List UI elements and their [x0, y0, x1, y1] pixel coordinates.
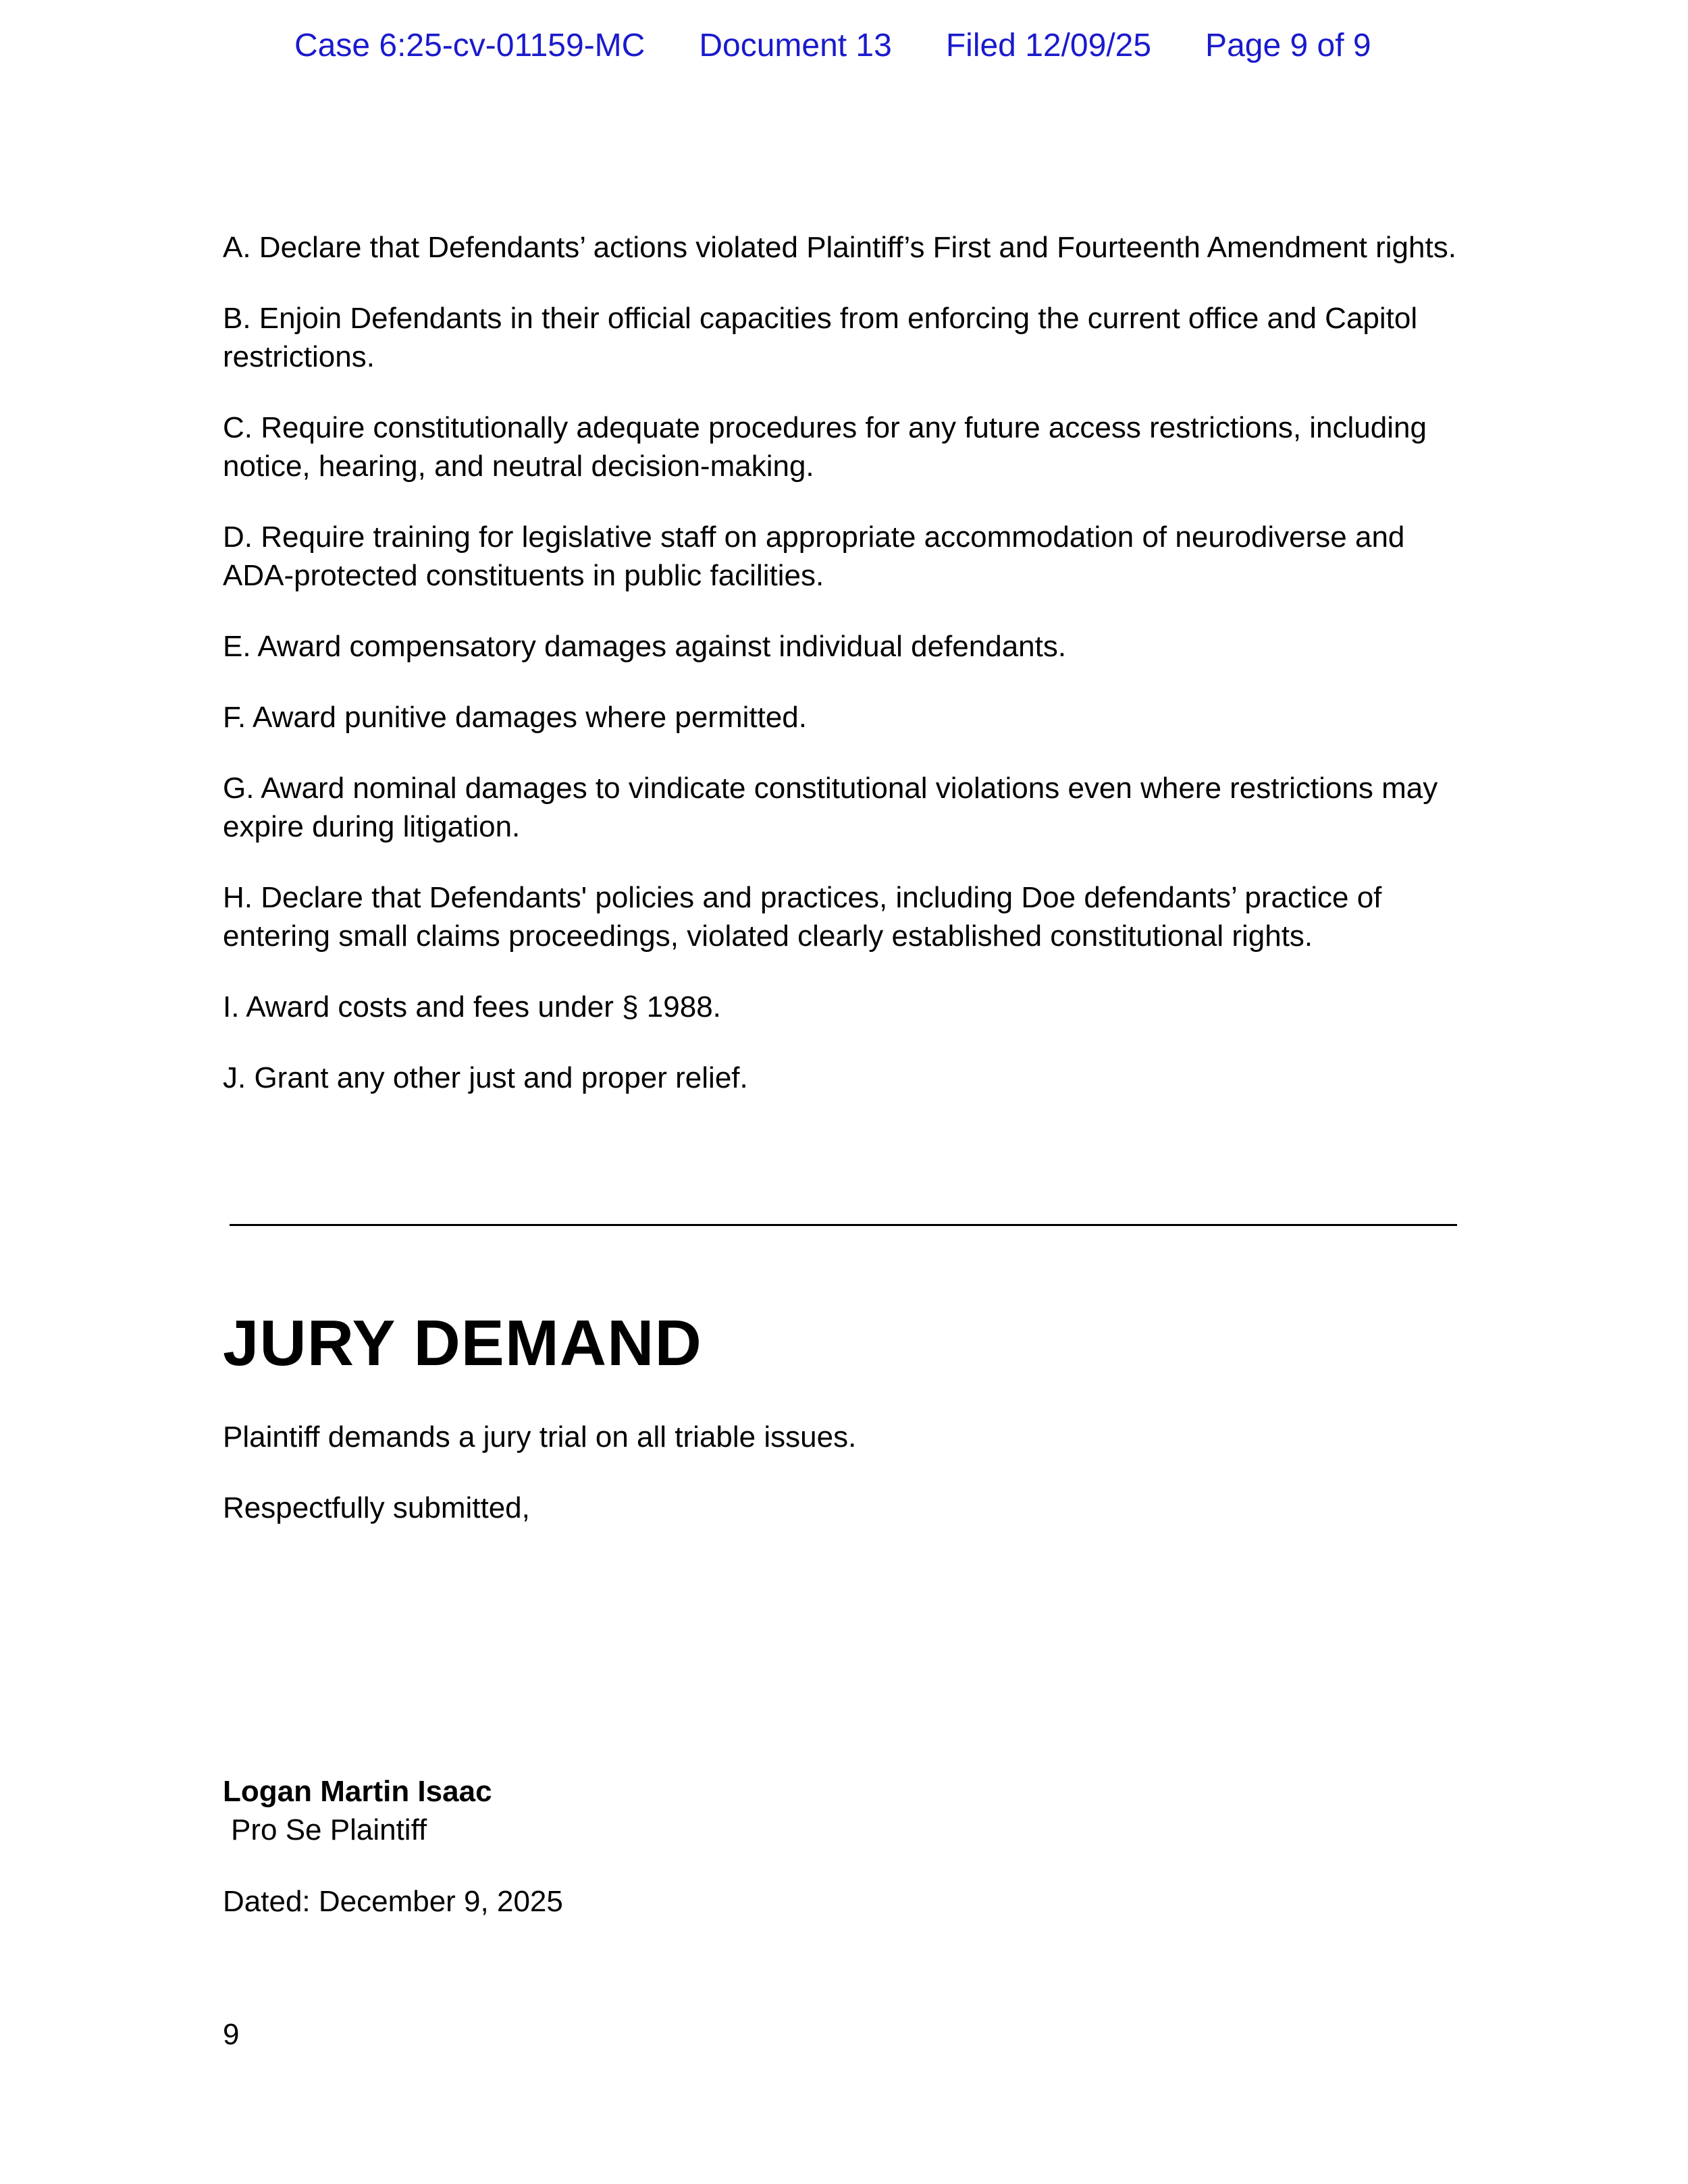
section-divider: [230, 1224, 1457, 1226]
signature-date: Dated: December 9, 2025: [223, 1885, 563, 1918]
relief-item-e: E. Award compensatory damages against individual defendants.: [223, 630, 1067, 663]
relief-item-j: J. Grant any other just and proper relief.: [223, 1061, 748, 1094]
signer-title: Pro Se Plaintiff: [231, 1813, 427, 1846]
page-number: 9: [223, 2018, 240, 2051]
header-document-number: Document 13: [699, 28, 892, 63]
header-filed-date: Filed 12/09/25: [945, 28, 1152, 63]
header-case-number: Case 6:25-cv-01159-MC: [294, 28, 645, 63]
signer-name: Logan Martin Isaac: [223, 1775, 492, 1808]
relief-item-c: C. Require constitutionally adequate procedures for any future access restrictions, including notice, hearing, and neutral decision-making.: [223, 411, 1427, 483]
relief-item-b: B. Enjoin Defendants in their official capacities from enforcing the current office and Capitol restrictions.: [223, 302, 1418, 373]
relief-item-g: G. Award nominal damages to vindicate constitutional violations even where restrictions may expire during litigation.: [223, 772, 1438, 843]
jury-demand-heading: JURY DEMAND: [223, 1307, 702, 1379]
relief-item-i: I. Award costs and fees under § 1988.: [223, 990, 721, 1023]
respectfully-submitted: Respectfully submitted,: [223, 1491, 530, 1524]
relief-item-f: F. Award punitive damages where permitted.: [223, 701, 807, 734]
relief-item-a: A. Declare that Defendants’ actions violated Plaintiff’s First and Fourteenth Amendment rights.: [223, 231, 1456, 264]
header-page-count: Page 9 of 9: [1205, 28, 1371, 63]
relief-item-d: D. Require training for legislative staff on appropriate accommodation of neurodiverse and ADA-protected constituents in public facilities.: [223, 521, 1405, 592]
prayer-for-relief-list: [223, 228, 1479, 1129]
ecf-header: [294, 27, 1371, 64]
relief-item-h: H. Declare that Defendants' policies and practices, including Doe defendants’ practice of entering small claims proceedings, violated clearly established constitutional rights.: [223, 881, 1382, 953]
jury-demand-text: Plaintiff demands a jury trial on all triable issues.: [223, 1420, 857, 1454]
